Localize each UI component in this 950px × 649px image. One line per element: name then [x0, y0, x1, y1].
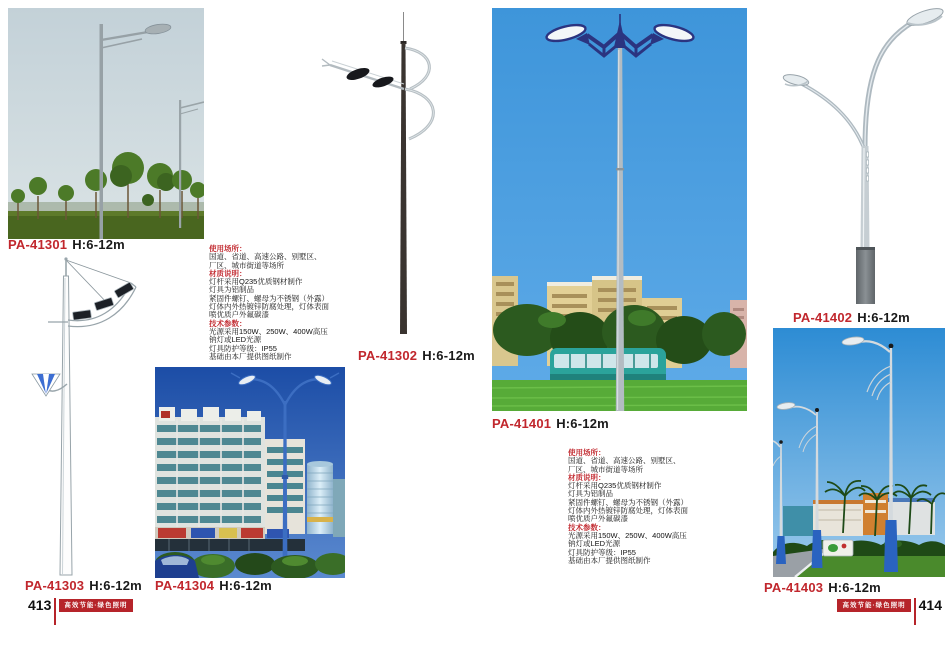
- curved-arm-lower: [405, 89, 433, 139]
- product-label-pa41401: [492, 416, 609, 431]
- roadside-poles-scene: [773, 328, 945, 577]
- image-pa41302: [320, 12, 470, 344]
- product-label-pa41301: [8, 237, 125, 252]
- roadside-sign: [823, 540, 853, 556]
- footer-left: [28, 598, 133, 625]
- curved-arm-upper: [405, 48, 429, 89]
- product-code: PA-41401: [492, 416, 552, 431]
- tech-heading: 技术参数：: [209, 318, 247, 328]
- photo-pa41403: [773, 328, 945, 577]
- product-code: PA-41403: [764, 580, 824, 595]
- black-pole: [400, 43, 407, 334]
- product-code: PA-41402: [793, 310, 853, 325]
- product-height: H:6-12m: [556, 416, 609, 431]
- pole-base: [856, 247, 875, 304]
- photo-pa41304: [155, 367, 345, 578]
- black-pole-lamp: [320, 12, 470, 344]
- street-scene-trees: [8, 8, 204, 239]
- product-height: H:6-12m: [219, 578, 272, 593]
- product-label-pa41302: [358, 348, 475, 363]
- footer-right: [837, 598, 942, 625]
- product-height: H:6-12m: [89, 578, 142, 593]
- secondary-arm: [802, 84, 865, 151]
- product-height: H:6-12m: [857, 310, 910, 325]
- disc-lamp: [371, 74, 395, 89]
- material-heading: 材质说明：: [209, 268, 247, 278]
- main-arm: [865, 18, 920, 148]
- page-number-left: 413: [28, 597, 52, 613]
- product-code: PA-41304: [155, 578, 215, 593]
- info-block-right: 使用场所： 国道、省道、高速公路、别墅区、 厂区、城市街道等场所 材质说明： 灯杆采用Q235优质钢材制作 灯具为铝制品 紧固件螺钉、螺母为不锈钢（外露） 灯体内外热镀锌防腐处理，灯体表面 喷优质户外氟碳漆 技术参数： 光源采用150W、250W、400W高压 钠灯或LED光源 灯具防护等级：IP55 基础由本厂提供图纸制作: [568, 448, 688, 565]
- usage-heading: 使用场所：: [209, 244, 247, 253]
- page-number-right: 414: [918, 597, 942, 613]
- disc-lamp: [345, 66, 371, 83]
- product-height: H:6-12m: [828, 580, 881, 595]
- footer-divider: [54, 598, 56, 625]
- tech-heading: 技术参数：: [568, 522, 606, 532]
- product-label-pa41402: [793, 310, 910, 325]
- product-label-pa41303: [25, 578, 142, 593]
- product-code: PA-41303: [25, 578, 85, 593]
- footer-divider: [914, 598, 916, 625]
- product-label-pa41304: [155, 578, 272, 593]
- footer-slogan-right: 高效节能·绿色照明: [837, 599, 910, 612]
- product-label-pa41403: [764, 580, 881, 595]
- angled-arm-with-lamps: [322, 59, 404, 90]
- photo-pa41301: [8, 8, 204, 239]
- product-code: PA-41302: [358, 348, 418, 363]
- photo-pa41401: [492, 8, 747, 411]
- footer-slogan-left: 高效节能·绿色照明: [59, 599, 132, 612]
- tall-pole-sky-scene: [492, 8, 747, 411]
- double-arm-lamp: [772, 6, 947, 304]
- product-code: PA-41301: [8, 237, 68, 252]
- usage-heading: 使用场所：: [568, 448, 606, 457]
- product-height: H:6-12m: [72, 237, 125, 252]
- shop-signs: [155, 527, 305, 551]
- city-street-scene: [155, 367, 345, 578]
- info-block-left: 使用场所： 国道、省道、高速公路、别墅区、 厂区、城市街道等场所 材质说明： 灯杆采用Q235优质钢材制作 灯具为铝制品 紧固件螺钉、螺母为不锈钢（外露） 灯体内外热镀锌防腐处理，灯体表面 喷优质户外氟碳漆 技术参数： 光源采用150W、250W、400W高压 钠灯或LED光源 灯具防护等级：IP55 基础由本厂提供图纸制作: [209, 244, 329, 361]
- product-height: H:6-12m: [422, 348, 475, 363]
- image-pa41402: [772, 6, 947, 304]
- material-heading: 材质说明：: [568, 472, 606, 482]
